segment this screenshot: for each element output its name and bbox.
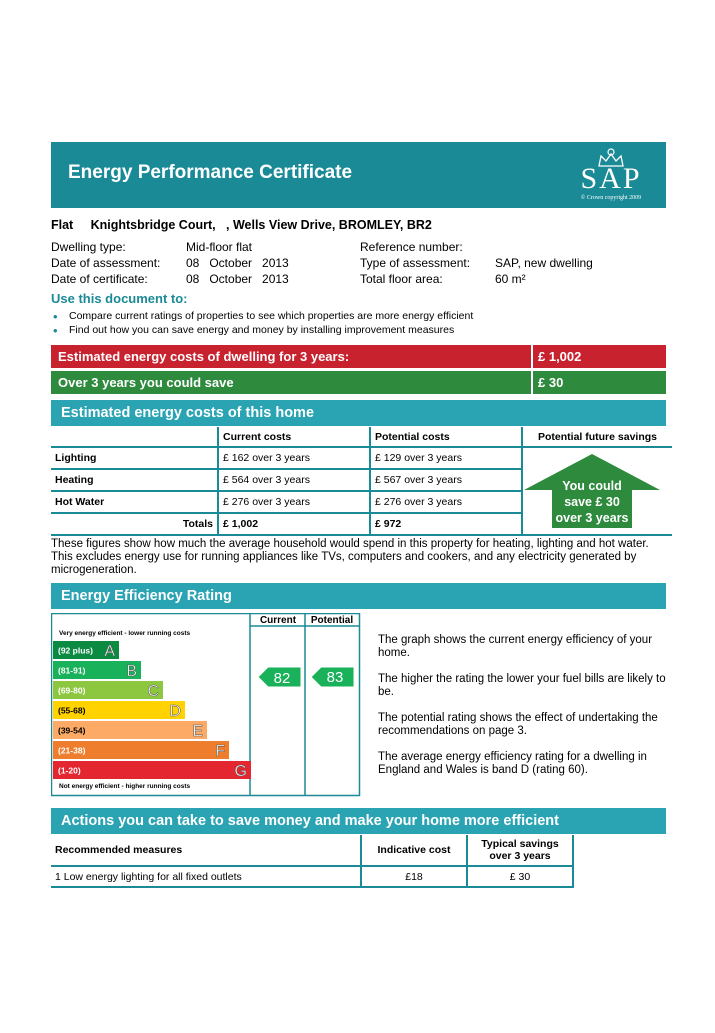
row-label: Heating: [51, 469, 218, 491]
potential-cost-cell: £ 567 over 3 years: [370, 469, 522, 491]
bar-divider: [531, 371, 533, 394]
costs-table-header: [51, 427, 672, 447]
table-row: [51, 866, 573, 887]
rating-description: The average energy efficiency rating for a dwelling in England and Wales is band D (rating 60).: [378, 751, 647, 776]
sap-logo-letters: SAP: [580, 162, 642, 195]
current-cost-cell: £ 276 over 3 years: [218, 491, 370, 513]
bar-divider: [531, 345, 533, 368]
dwelling-type-value: Mid-floor flat: [186, 240, 253, 254]
totals-label: Totals: [51, 513, 218, 535]
table-header-cell: Current costs: [218, 427, 370, 447]
inefficient-note: Not energy efficient - higher running costs: [59, 783, 191, 790]
potential-cost-cell: £ 129 over 3 years: [370, 447, 522, 469]
floor-area-label: Total floor area:: [360, 272, 443, 286]
measure-cell: 1 Low energy lighting for all fixed outlets: [51, 866, 361, 887]
potential-column-header: Potential: [310, 615, 354, 626]
efficiency-section-header: [51, 583, 666, 609]
use-document-bullet: • Find out how you can save energy and money by installing improvement measures: [51, 324, 473, 338]
band-bar-g: [53, 761, 251, 779]
efficiency-section-title: Energy Efficiency Rating: [61, 588, 232, 604]
potential-cost-cell: £ 276 over 3 years: [370, 491, 522, 513]
totals-current: £ 1,002: [218, 513, 370, 535]
current-cost-cell: £ 564 over 3 years: [218, 469, 370, 491]
date-certificate-value: 08 October 2013: [186, 272, 289, 286]
actions-section-header: [51, 808, 666, 834]
costs-section-title: Estimated energy costs of this home: [61, 405, 315, 421]
estimated-cost-value: £ 1,002: [538, 349, 582, 364]
estimated-cost-label: Estimated energy costs of dwelling for 3 years:: [58, 349, 350, 364]
property-type: Flat: [51, 218, 74, 232]
band-range-label: (1-20): [58, 765, 81, 776]
table-header-cell: Typical savings over 3 years: [467, 835, 573, 866]
savings-line-2: save £ 30: [564, 495, 620, 509]
band-range-label: (55-68): [58, 705, 86, 716]
reference-label: Reference number:: [360, 240, 463, 254]
band-bars: [53, 641, 251, 780]
rating-description: The higher the rating the lower your fuel bills are likely to be.: [378, 673, 666, 698]
property-address: [51, 218, 432, 232]
use-document-bullet: • Compare current ratings of properties to see which properties are more energy efficient: [51, 310, 473, 324]
savings-bar: [51, 371, 666, 394]
savings-label: Over 3 years you could save: [58, 375, 234, 390]
current-cost-cell: £ 162 over 3 years: [218, 447, 370, 469]
table-header-cell: [51, 427, 218, 447]
band-range-label: (92 plus): [58, 645, 93, 656]
table-header-cell: Potential costs: [370, 427, 522, 447]
figures-explanation: These figures show how much the average household would spend in this property for heating, lighting and hot water. This excludes energy use for running appliances like TVs, computers and cookers, and any electricity generated by microgeneration.: [51, 538, 649, 576]
table-header-cell: Recommended measures: [51, 835, 361, 866]
sap-copyright: © Crown copyright 2009: [580, 195, 642, 201]
band-range-label: (39-54): [58, 725, 86, 736]
savings-arrow-icon: [519, 452, 665, 530]
row-label: Lighting: [51, 447, 218, 469]
assessment-type-value: SAP, new dwelling: [495, 256, 593, 270]
band-range-label: (69-80): [58, 685, 86, 696]
savings-line-3: over 3 years: [555, 511, 629, 525]
table-header-cell: Potential future savings: [522, 427, 672, 447]
band-letter: A: [104, 643, 115, 660]
indicative-cost-cell: £18: [361, 866, 467, 887]
dwelling-type-label: Dwelling type:: [51, 240, 126, 254]
certificate-header: [51, 142, 666, 208]
band-range-label: (21-38): [58, 745, 86, 756]
typical-saving-cell: £ 30: [467, 866, 573, 887]
totals-potential: £ 972: [370, 513, 522, 535]
estimated-cost-bar: [51, 345, 666, 368]
actions-section-title: Actions you can take to save money and make your home more efficient: [61, 813, 559, 829]
savings-value: £ 30: [538, 375, 564, 390]
use-document-title: Use this document to:: [51, 291, 188, 306]
sap-logo: [568, 148, 654, 204]
assessment-type-label: Type of assessment:: [360, 256, 471, 270]
use-document-list: [51, 310, 473, 338]
band-letter: C: [147, 683, 159, 700]
date-assessment-label: Date of assessment:: [51, 256, 161, 270]
band-letter: D: [169, 703, 181, 720]
costs-section-header: [51, 400, 666, 426]
address-line: Knightsbridge Court, , Wells View Drive, BROMLEY, BR2: [90, 218, 432, 232]
potential-rating-value: 83: [326, 669, 344, 686]
band-letter: G: [234, 763, 247, 780]
date-certificate-label: Date of certificate:: [51, 272, 148, 286]
rating-description: The graph shows the current energy efficiency of your home.: [378, 634, 653, 659]
band-letter: E: [192, 723, 203, 740]
band-range-label: (81-91): [58, 665, 86, 676]
band-letter: F: [215, 743, 225, 760]
efficiency-rating-chart: [51, 613, 361, 797]
actions-table-header: [51, 835, 573, 866]
rating-description: The potential rating shows the effect of undertaking the recommendations on page 3.: [378, 712, 658, 737]
current-column-header: Current: [259, 615, 297, 626]
actions-table: [51, 835, 574, 888]
certificate-title: Energy Performance Certificate: [68, 162, 353, 183]
table-header-cell: Indicative cost: [361, 835, 467, 866]
efficient-note: Very energy efficient - lower running costs: [59, 630, 191, 637]
floor-area-value: 60 m²: [495, 272, 526, 286]
band-letter: B: [126, 663, 137, 680]
row-label: Hot Water: [51, 491, 218, 513]
current-rating-value: 82: [273, 670, 291, 687]
savings-line-1: You could: [562, 479, 622, 493]
date-assessment-value: 08 October 2013: [186, 256, 289, 270]
